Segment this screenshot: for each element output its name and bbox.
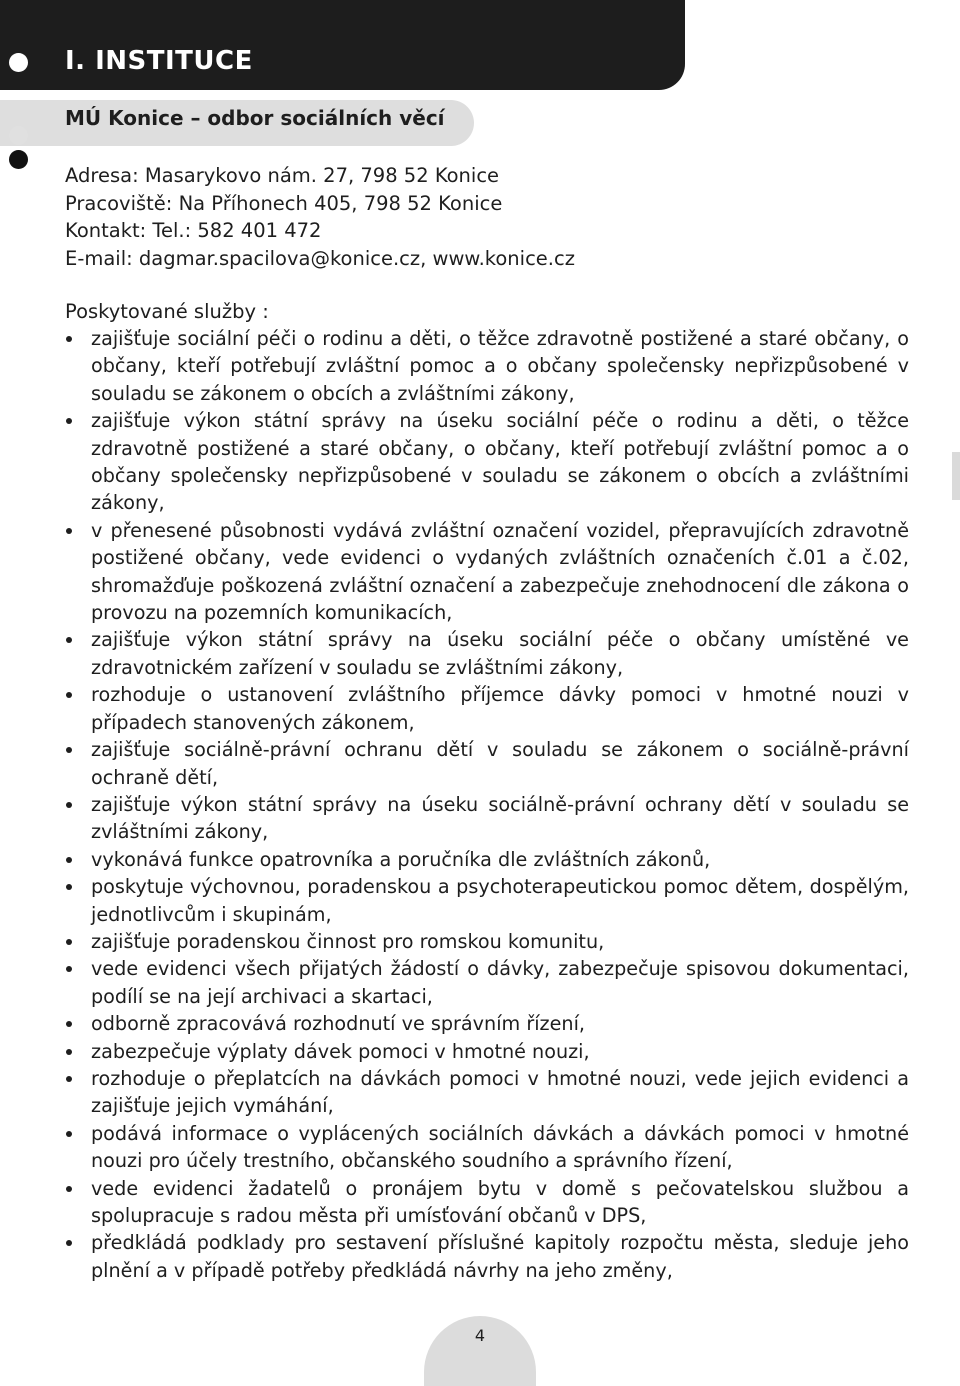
list-item: předkládá podklady pro sestavení příslušné kapitoly rozpočtu města, sleduje jeho plnění a v případě potřeby předkládá návrhy na jeho změny, (65, 1229, 909, 1284)
list-item: rozhoduje o ustanovení zvláštního příjemce dávky pomoci v hmotné nouzi v případech stanovených zákonem, (65, 681, 909, 736)
list-item: poskytuje výchovnou, poradenskou a psychoterapeutickou pomoc dětem, dospělým, jednotlivcům i skupinám, (65, 873, 909, 928)
contact-email: E-mail: dagmar.spacilova@konice.cz, www.konice.cz (65, 246, 575, 270)
section-bullet-icon (9, 126, 28, 145)
contact-workplace: Pracoviště: Na Příhonech 405, 798 52 Konice (65, 191, 503, 215)
chapter-bullet-icon (9, 53, 28, 72)
chapter-header-bar (0, 0, 685, 90)
list-item: zajišťuje výkon státní správy na úseku sociálně-právní ochrany dětí v souladu se zvláštními zákony, (65, 791, 909, 846)
page-number: 4 (474, 1326, 486, 1345)
section-bullet-icon (9, 150, 28, 169)
contact-address: Adresa: Masarykovo nám. 27, 798 52 Konice (65, 164, 500, 187)
services-list (65, 325, 909, 1284)
contact-phone: Kontakt: Tel.: 582 401 472 (65, 219, 322, 242)
list-item: odborně zpracovává rozhodnutí ve správním řízení, (65, 1010, 909, 1037)
list-item: podává informace o vyplácených sociálních dávkách a dávkách pomoci v hmotné nouzi pro účely trestního, občanského soudního a správního řízení, (65, 1120, 909, 1175)
list-item: zajišťuje výkon státní správy na úseku sociální péče o rodinu a děti, o těžce zdravotně postižené a staré občany, o občany, kteří potřebují zvláštní pomoc a o občany společensky nepřizpůsobené v souladu se zákonem o obcích a zvláštními zákony, (65, 407, 909, 517)
list-item: v přenesené působnosti vydává zvláštní označení vozidel, přepravujících zdravotně postižené občany, vede evidenci o vydaných zvláštních označeních č.01 a č.02, shromažďuje poškozená zvláštní označení a zabezpečuje znehodnocení dle zákona o provozu na pozemních komunikacích, (65, 517, 909, 627)
list-item: rozhoduje o přeplatcích na dávkách pomoci v hmotné nouzi, vede jejich evidenci a zajišťuje jejich vymáhání, (65, 1065, 909, 1120)
list-item: zabezpečuje výplaty dávek pomoci v hmotné nouzi, (65, 1038, 909, 1065)
section-title: MÚ Konice – odbor sociálních věcí (65, 106, 445, 130)
list-item: vede evidenci žadatelů o pronájem bytu v domě s pečovatelskou službou a spolupracuje s radou města při umísťování občanů v DPS, (65, 1175, 909, 1230)
side-thumb-tab (952, 452, 960, 500)
chapter-title: I. INSTITUCE (65, 46, 253, 76)
services-heading: Poskytované služby : (65, 300, 269, 323)
list-item: zajišťuje poradenskou činnost pro romskou komunitu, (65, 928, 909, 955)
list-item: zajišťuje sociálně-právní ochranu dětí v souladu se zákonem o sociálně-právní ochraně dětí, (65, 736, 909, 791)
list-item: zajišťuje sociální péči o rodinu a děti, o těžce zdravotně postižené a staré občany, o občany, kteří potřebují zvláštní pomoc a o občany společensky nepřizpůsobené v souladu se zákonem o obcích a zvláštními zákony, (65, 325, 909, 407)
contact-block (65, 162, 575, 272)
list-item: vykonává funkce opatrovníka a poručníka dle zvláštních zákonů, (65, 846, 909, 873)
list-item: zajišťuje výkon státní správy na úseku sociální péče o občany umístěné ve zdravotnickém zařízení v souladu se zvláštními zákony, (65, 626, 909, 681)
list-item: vede evidenci všech přijatých žádostí o dávky, zabezpečuje spisovou dokumentaci, podílí se na její archivaci a skartaci, (65, 955, 909, 1010)
